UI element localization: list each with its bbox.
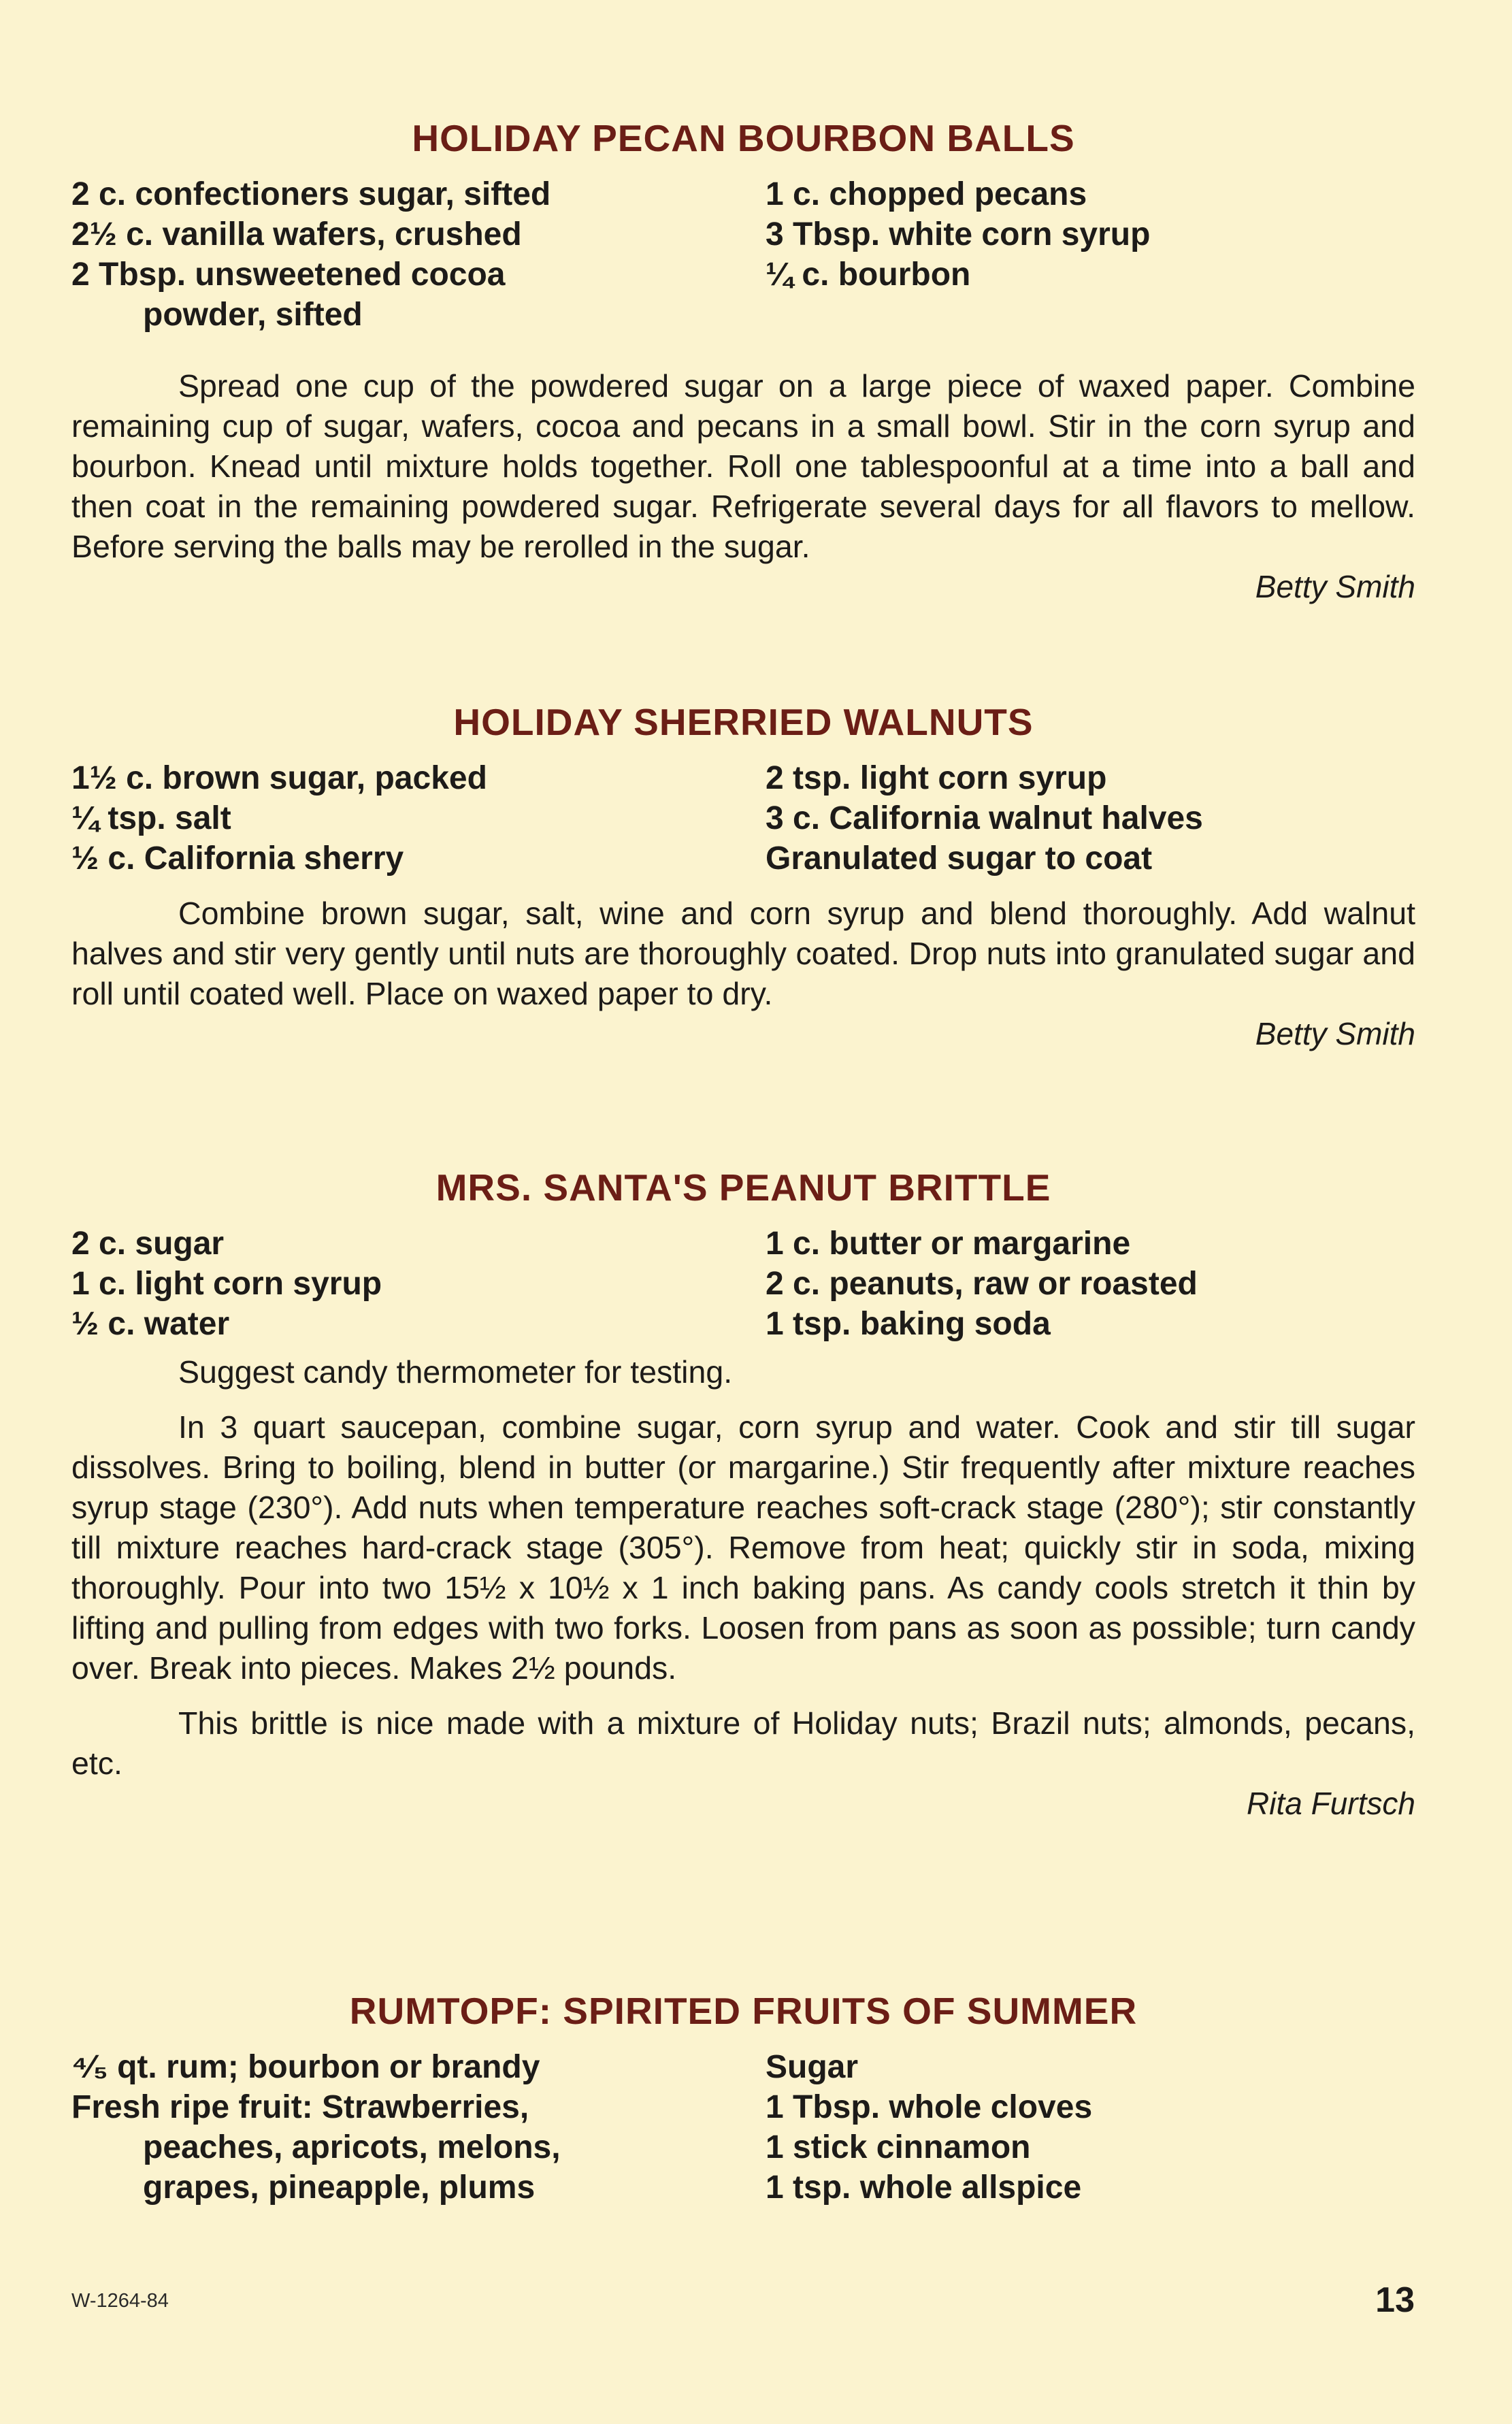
instructions-paragraph: Spread one cup of the powdered sugar on a large piece of waxed paper. Combine remaining cup of sugar, wafers, cocoa and pecans in a small bowl. Stir in the corn syrup and bourbon. Knead until mixture holds together. Roll one tablespoonful at a time into a ball and then coat in the remaining powdered sugar. Refrigerate several days for all flavors to mellow. Before serving the balls may be rerolled in the sugar. (71, 368, 1415, 564)
recipe-title: HOLIDAY SHERRIED WALNUTS (453, 701, 1034, 743)
ingredient-column-right (766, 174, 1415, 335)
ingredient-column-right (766, 1224, 1415, 1344)
document-code: W-1264-84 (71, 2290, 169, 2312)
page-number: 13 (1375, 2280, 1415, 2320)
ingredient-list (71, 2047, 1415, 2208)
recipe-sherried-walnuts (71, 691, 1415, 1054)
recipe-author: Rita Furtsch (1247, 1786, 1415, 1821)
ingredient: 2½ c. vanilla wafers, crushed (71, 216, 522, 252)
recipe-title: RUMTOPF: SPIRITED FRUITS OF SUMMER (349, 1990, 1138, 2032)
ingredient: 2 tsp. light corn syrup (766, 760, 1107, 796)
recipe-author: Betty Smith (1255, 569, 1415, 604)
ingredient: ½ c. water (71, 1306, 230, 1342)
ingredient: 1 c. light corn syrup (71, 1266, 382, 1302)
instructions-paragraph: This brittle is nice made with a mixture of Holiday nuts; Brazil nuts; almonds, pecans, etc. (71, 1705, 1415, 1781)
ingredient: 2 Tbsp. unsweetened cocoa (71, 257, 506, 293)
instructions-paragraph: In 3 quart saucepan, combine sugar, corn syrup and water. Cook and stir till sugar dissolves. Bring to boiling, blend in butter (or margarine.) Stir frequently after mixture reaches syrup stage (230°). Add nuts when temperature reaches soft-crack stage (280°); stir constantly till mixture reaches hard-crack stage (305°). Remove from heat; quickly stir in soda, mixing thoroughly. Pour into two 15½ x 10½ x 1 inch baking pans. As candy cools stretch it thin by lifting and pulling from edges with two forks. Loosen from pans as soon as possible; turn candy over. Break into pieces. Makes 2½ pounds. (71, 1409, 1415, 1686)
ingredient: Granulated sugar to coat (766, 840, 1153, 877)
ingredient-column-right (766, 758, 1415, 879)
ingredient: 3 c. California walnut halves (766, 800, 1203, 836)
instructions-paragraph: Combine brown sugar, salt, wine and corn syrup and blend thoroughly. Add walnut halves and stir very gently until nuts are thoroughly coated. Drop nuts into granulated sugar and roll until coated well. Place on waxed paper to dry. (71, 896, 1415, 1011)
ingredient: ¼ tsp. salt (71, 800, 231, 836)
instructions-paragraph: Suggest candy thermometer for testing. (178, 1354, 733, 1390)
ingredient: ¼ c. bourbon (766, 257, 971, 293)
ingredient-column-right (766, 2047, 1415, 2208)
ingredient: ½ c. California sherry (71, 840, 404, 877)
recipe-pecan-bourbon-balls (71, 108, 1415, 607)
ingredient: Fresh ripe fruit: Strawberries, (71, 2089, 529, 2125)
ingredient-list (71, 174, 1415, 335)
ingredient-continuation: grapes, pineapple, plums (143, 2169, 536, 2206)
ingredient: 1 stick cinnamon (766, 2129, 1031, 2165)
ingredient: 2 c. sugar (71, 1226, 225, 1262)
ingredient: Sugar (766, 2049, 859, 2085)
ingredient-list (71, 758, 1415, 879)
ingredient: 1 tsp. baking soda (766, 1306, 1051, 1342)
ingredient-column-left (71, 758, 766, 879)
recipe-rumtopf (71, 1980, 1415, 2208)
ingredient-list (71, 1224, 1415, 1344)
ingredient: 3 Tbsp. white corn syrup (766, 216, 1151, 252)
ingredient: 2 c. confectioners sugar, sifted (71, 176, 551, 212)
ingredient: 1 c. butter or margarine (766, 1226, 1131, 1262)
ingredient-continuation: peaches, apricots, melons, (143, 2129, 561, 2165)
ingredient: 1½ c. brown sugar, packed (71, 760, 487, 796)
ingredient-column-left (71, 2047, 766, 2208)
ingredient: 1 c. chopped pecans (766, 176, 1087, 212)
ingredient: 1 Tbsp. whole cloves (766, 2089, 1093, 2125)
recipe-peanut-brittle (71, 1157, 1415, 1824)
ingredient-continuation: powder, sifted (143, 297, 363, 333)
recipe-title: MRS. SANTA'S PEANUT BRITTLE (435, 1166, 1051, 1209)
recipe-title: HOLIDAY PECAN BOURBON BALLS (412, 117, 1075, 159)
ingredient-column-left (71, 1224, 766, 1344)
ingredient: ⁴⁄₅ qt. rum; bourbon or brandy (71, 2049, 540, 2085)
recipe-author: Betty Smith (1255, 1016, 1415, 1051)
ingredient: 2 c. peanuts, raw or roasted (766, 1266, 1198, 1302)
ingredient: 1 tsp. whole allspice (766, 2169, 1082, 2206)
ingredient-column-left (71, 174, 766, 335)
